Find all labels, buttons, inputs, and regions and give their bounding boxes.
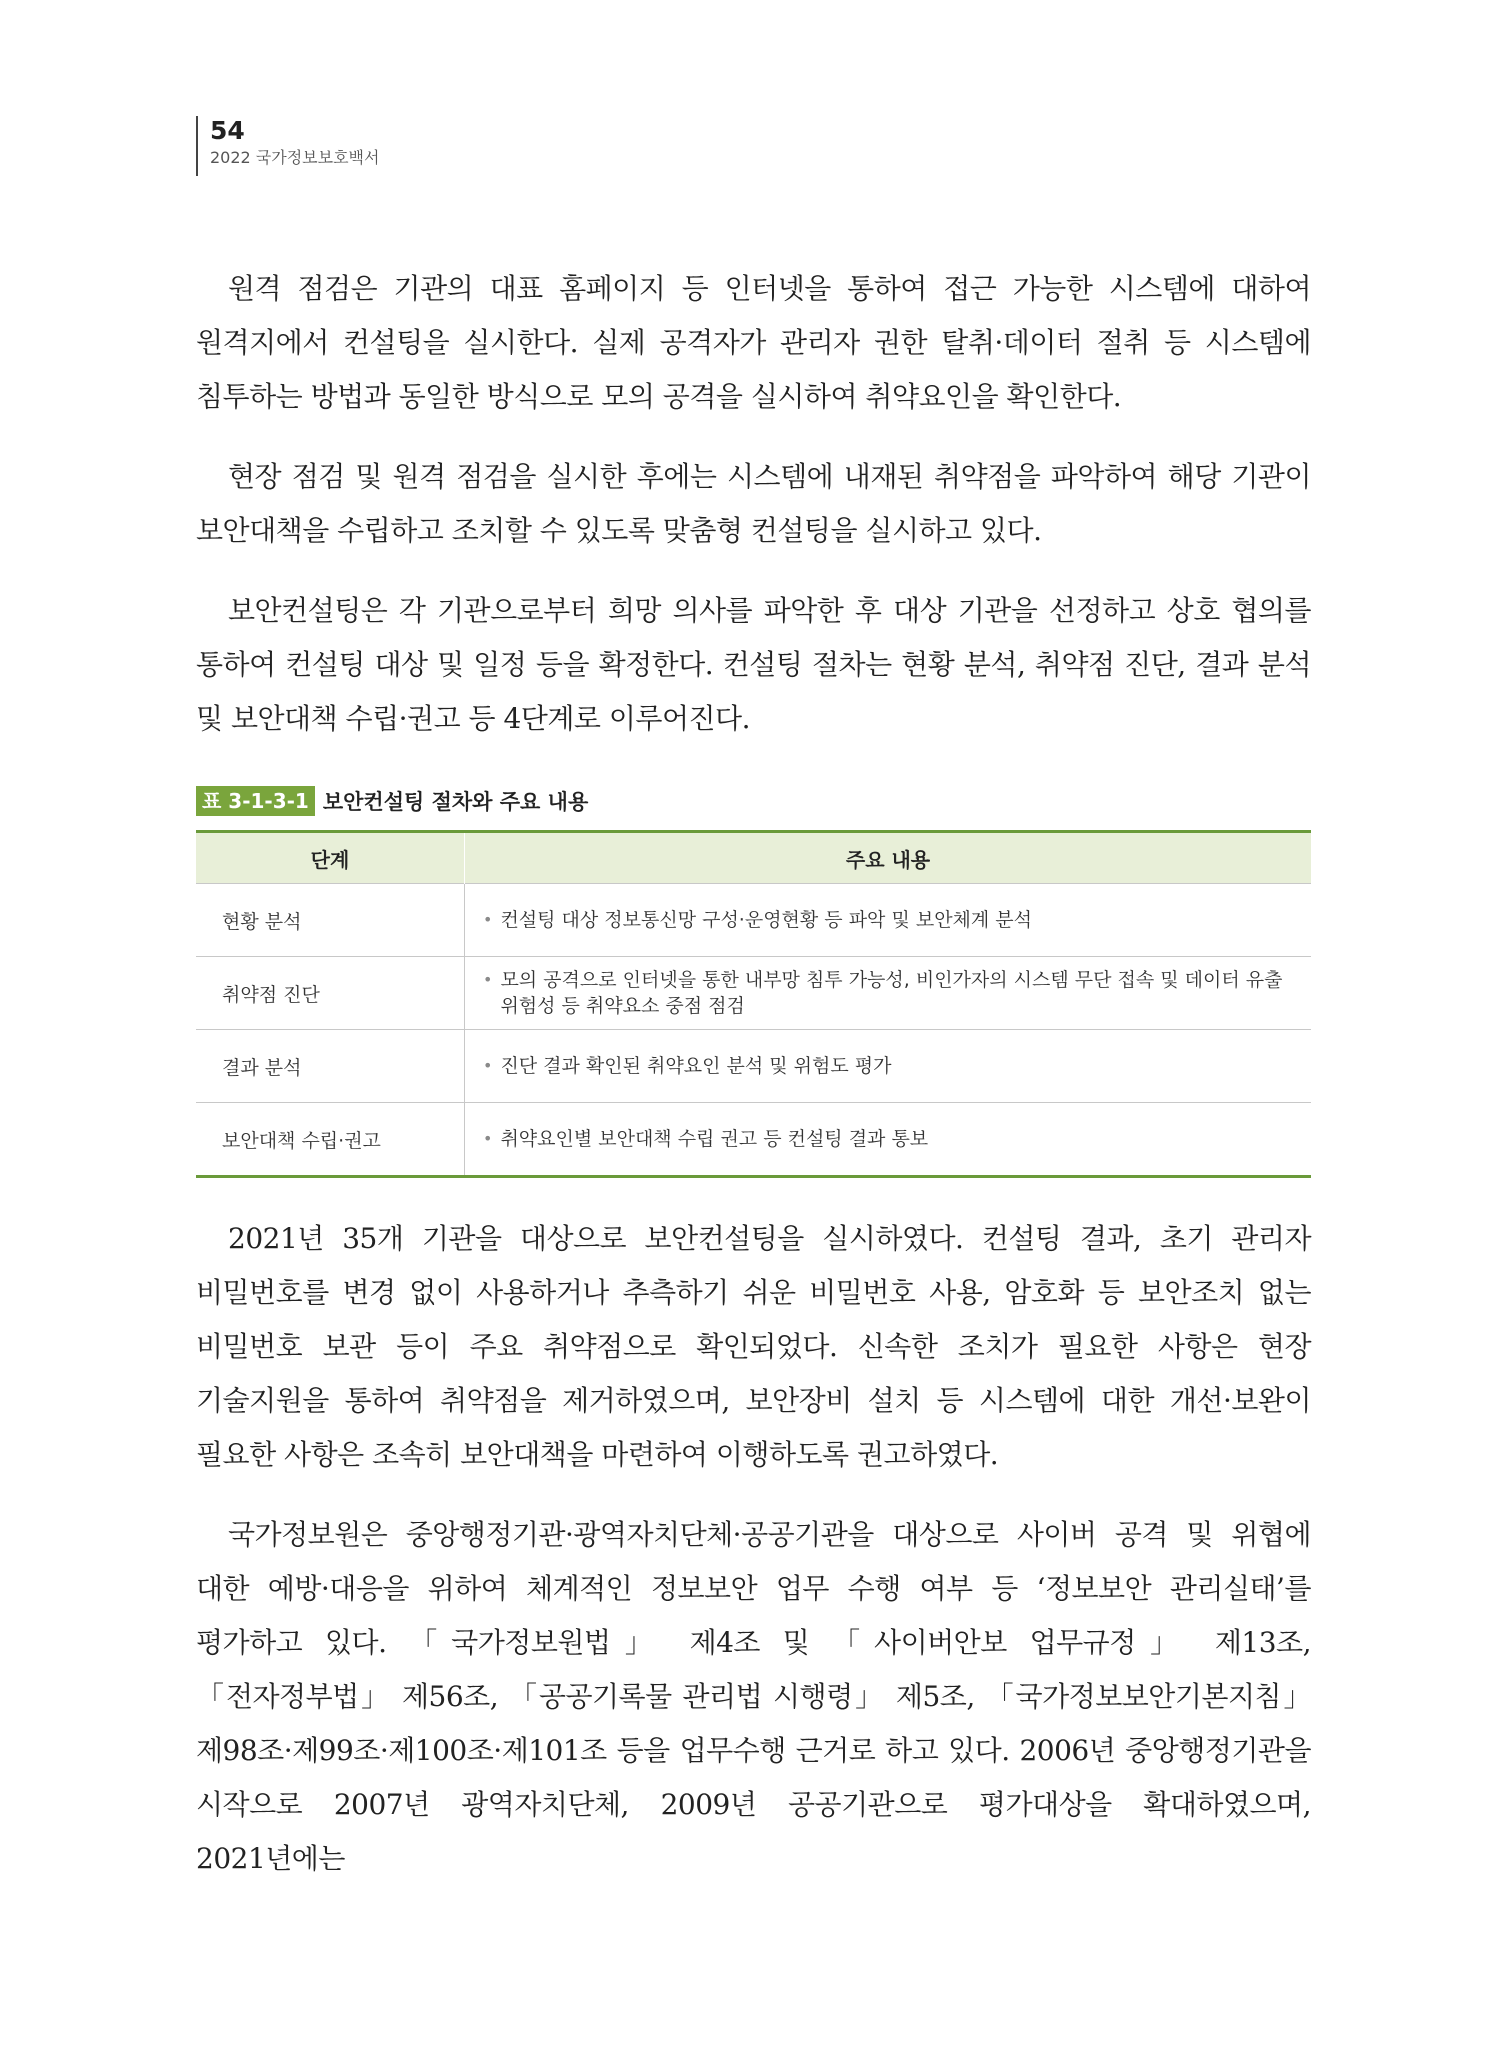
table-title: 보안컨설팅 절차와 주요 내용 [322, 790, 589, 814]
paragraph-nis-evaluation: 국가정보원은 중앙행정기관·광역자치단체·공공기관을 대상으로 사이버 공격 및 위협에 대한 예방·대응을 위하여 체계적인 정보보안 업무 수행 여부 등 ‘정보보안 관리실태’를 평가하고 있다. 「국가정보원법」 제4조 및 「사이버안보 업무규정」 제13조, 「전자정부법」 제56조, 「공공기록물 관리법 시행령」 제5조, 「국가정보보안기본지침」 제98조·제99조·제100조·제101조 등을 업무수행 근거로 하고 있다. 2006년 중앙행정기관을 시작으로 2007년 광역자치단체, 2009년 공공기관으로 평가대상을 확대하였으며, 2021년에는 [196, 1518, 1311, 1875]
desc-cell [465, 1103, 1312, 1177]
table-row [196, 1103, 1311, 1177]
stage-cell: 결과 분석 [196, 1030, 465, 1103]
paragraph-remote-inspection: 원격 점검은 기관의 대표 홈페이지 등 인터넷을 통하여 접근 가능한 시스템에 대하여 원격지에서 컨설팅을 실시한다. 실제 공격자가 관리자 권한 탈취·데이터 절취 등 시스템에 침투하는 방법과 동일한 방식으로 모의 공격을 실시하여 취약요인을 확인한다. [196, 272, 1311, 413]
page-number: 54 [210, 116, 245, 145]
table-caption [196, 786, 1311, 816]
stage-cell: 보안대책 수립·권고 [196, 1103, 465, 1177]
paragraph-post-inspection: 현장 점검 및 원격 점검을 실시한 후에는 시스템에 내재된 취약점을 파악하여 해당 기관이 보안대책을 수립하고 조치할 수 있도록 맞춤형 컨설팅을 실시하고 있다. [196, 460, 1311, 547]
stage-cell: 취약점 진단 [196, 957, 465, 1030]
bullet-icon: • [483, 970, 493, 989]
table-row [196, 884, 1311, 957]
paragraph-consulting-procedure: 보안컨설팅은 각 기관으로부터 희망 의사를 파악한 후 대상 기관을 선정하고 상호 협의를 통하여 컨설팅 대상 및 일정 등을 확정한다. 컨설팅 절차는 현황 분석, 취약점 진단, 결과 분석 및 보안대책 수립·권고 등 4단계로 이루어진다. [196, 594, 1311, 735]
desc-text: 컨설팅 대상 정보통신망 구성·운영현황 등 파악 및 보안체계 분석 [500, 909, 1032, 931]
consulting-procedure-table [196, 830, 1311, 1178]
table-number-tag: 표 3-1-3-1 [196, 786, 315, 816]
bullet-icon: • [483, 1056, 493, 1075]
table-row [196, 1030, 1311, 1103]
desc-cell [465, 957, 1312, 1030]
table-header-row [196, 832, 1311, 884]
table-row [196, 957, 1311, 1030]
page-subtitle: 2022 국가정보보호백서 [210, 148, 380, 167]
desc-cell [465, 884, 1312, 957]
desc-cell [465, 1030, 1312, 1103]
desc-text: 취약요인별 보안대책 수립 권고 등 컨설팅 결과 통보 [500, 1128, 929, 1150]
page-content [196, 262, 1311, 1912]
page-header [196, 116, 379, 176]
stage-cell: 현황 분석 [196, 884, 465, 957]
bullet-icon: • [483, 1129, 493, 1148]
header-stage: 단계 [196, 832, 465, 884]
header-content: 주요 내용 [465, 832, 1312, 884]
desc-text: 모의 공격으로 인터넷을 통한 내부망 침투 가능성, 비인가자의 시스템 무단 접속 및 데이터 유출 위험성 등 취약요소 중점 점검 [500, 969, 1283, 1017]
bullet-icon: • [483, 910, 493, 929]
desc-text: 진단 결과 확인된 취약요인 분석 및 위험도 평가 [500, 1055, 892, 1077]
paragraph-2021-results: 2021년 35개 기관을 대상으로 보안컨설팅을 실시하였다. 컨설팅 결과, 초기 관리자 비밀번호를 변경 없이 사용하거나 추측하기 쉬운 비밀번호 사용, 암호화 등 보안조치 없는 비밀번호 보관 등이 주요 취약점으로 확인되었다. 신속한 조치가 필요한 사항은 현장 기술지원을 통하여 취약점을 제거하였으며, 보안장비 설치 등 시스템에 대한 개선·보완이 필요한 사항은 조속히 보안대책을 마련하여 이행하도록 권고하였다. [196, 1222, 1311, 1471]
